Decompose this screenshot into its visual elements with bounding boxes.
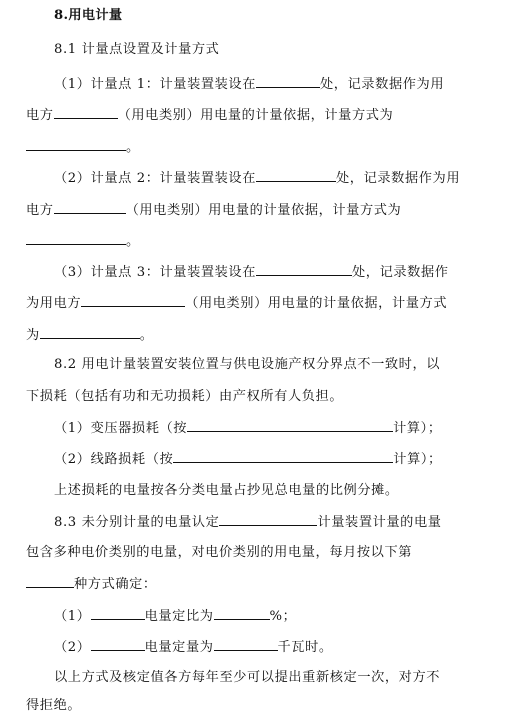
point3-end: 。	[139, 328, 154, 343]
ratio-item-label: （1）	[54, 609, 91, 624]
point1-user-blank[interactable]	[54, 105, 118, 119]
point1-line3	[26, 137, 507, 157]
line-loss-suffix: 计算）；	[393, 452, 442, 467]
section83-line3	[26, 574, 507, 594]
section83-line1	[54, 512, 507, 532]
point1-end: 。	[126, 140, 140, 155]
section-heading: 8.用电计量	[54, 8, 123, 23]
ratio-value-blank[interactable]	[214, 606, 270, 620]
ratio-category-blank[interactable]	[91, 606, 145, 620]
point3-line2-a: 为用电方	[26, 296, 82, 311]
line-loss-label: （2）线路损耗（按	[54, 452, 174, 467]
point3-line2	[26, 293, 507, 313]
point1-after-location: 处，记录数据作为用	[320, 77, 445, 92]
point2-line2-b: （用电类别）用电量的计量依据，计量方式为	[125, 203, 402, 218]
point2-user-blank[interactable]	[54, 200, 126, 214]
point1-method-blank[interactable]	[26, 137, 126, 151]
ratio-item-middle: 电量定比为	[144, 609, 214, 624]
section83-item2	[54, 637, 507, 657]
point3-line2-b: （用电类别）用电量的计量依据，计量方式	[185, 296, 448, 311]
section82-item1	[54, 418, 507, 438]
point2-method-blank[interactable]	[26, 231, 126, 245]
line-loss-blank[interactable]	[173, 449, 393, 463]
point3-line3-a: 为	[26, 328, 40, 343]
point3-line1	[54, 262, 507, 282]
point2-line3	[26, 231, 507, 251]
quota-item-middle: 电量定量为	[144, 640, 214, 655]
point3-line3	[26, 325, 507, 345]
section83-line6: 以上方式及核定值各方每年至少可以提出重新核定一次，对方不	[54, 670, 441, 685]
section83-method-number-blank[interactable]	[26, 574, 74, 588]
point3-method-blank[interactable]	[40, 325, 140, 339]
section82-item2	[54, 449, 507, 469]
point1-label: （1）计量点 1：计量装置装设在	[54, 77, 257, 92]
section82-line2: 下损耗（包括有功和无功损耗）由产权所有人负担。	[26, 389, 344, 404]
point2-label: （2）计量点 2：计量装置装设在	[54, 171, 257, 186]
point2-line2-a: 电方	[26, 203, 54, 218]
point3-after-location: 处，记录数据作	[352, 265, 449, 280]
section82-line5: 上述损耗的电量按各分类电量占抄见总电量的比例分摊。	[54, 483, 399, 498]
subheading-8-1: 8.1 计量点设置及计量方式	[54, 42, 220, 57]
section83-line1-b: 计量装置计量的电量	[317, 515, 442, 530]
quota-item-label: （2）	[54, 640, 91, 655]
transformer-loss-blank[interactable]	[187, 418, 393, 432]
point1-line2-b: （用电类别）用电量的计量依据，计量方式为	[117, 108, 394, 123]
point2-end: 。	[126, 234, 140, 249]
transformer-loss-label: （1）变压器损耗（按	[54, 421, 188, 436]
point2-line2	[26, 200, 507, 220]
section83-line3-b: 种方式确定：	[74, 577, 157, 592]
section82-line1: 8.2 用电计量装置安装位置与供电设施产权分界点不一致时，以	[54, 357, 441, 372]
point1-line2	[26, 105, 507, 125]
section83-line1-a: 8.3 未分别计量的电量认定	[54, 515, 220, 530]
point3-location-blank[interactable]	[256, 262, 352, 276]
quota-category-blank[interactable]	[91, 637, 145, 651]
quota-value-blank[interactable]	[214, 637, 278, 651]
section83-item1	[54, 606, 507, 626]
point2-after-location: 处，记录数据作为用	[336, 171, 461, 186]
section83-line2: 包含多种电价类别的电量，对电价类别的用电量，每月按以下第	[26, 545, 413, 560]
point1-location-blank[interactable]	[256, 74, 320, 88]
point1-line1	[54, 74, 507, 94]
section83-device-blank[interactable]	[219, 512, 317, 526]
section83-line7: 得拒绝。	[26, 698, 82, 713]
ratio-item-suffix: %；	[269, 609, 297, 624]
point3-label: （3）计量点 3：计量装置装设在	[54, 265, 257, 280]
transformer-loss-suffix: 计算）；	[393, 421, 442, 436]
point2-location-blank[interactable]	[256, 168, 336, 182]
point2-line1	[54, 168, 507, 188]
point1-line2-a: 电方	[26, 108, 54, 123]
point3-user-blank[interactable]	[81, 293, 185, 307]
quota-item-suffix: 千瓦时。	[277, 640, 333, 655]
